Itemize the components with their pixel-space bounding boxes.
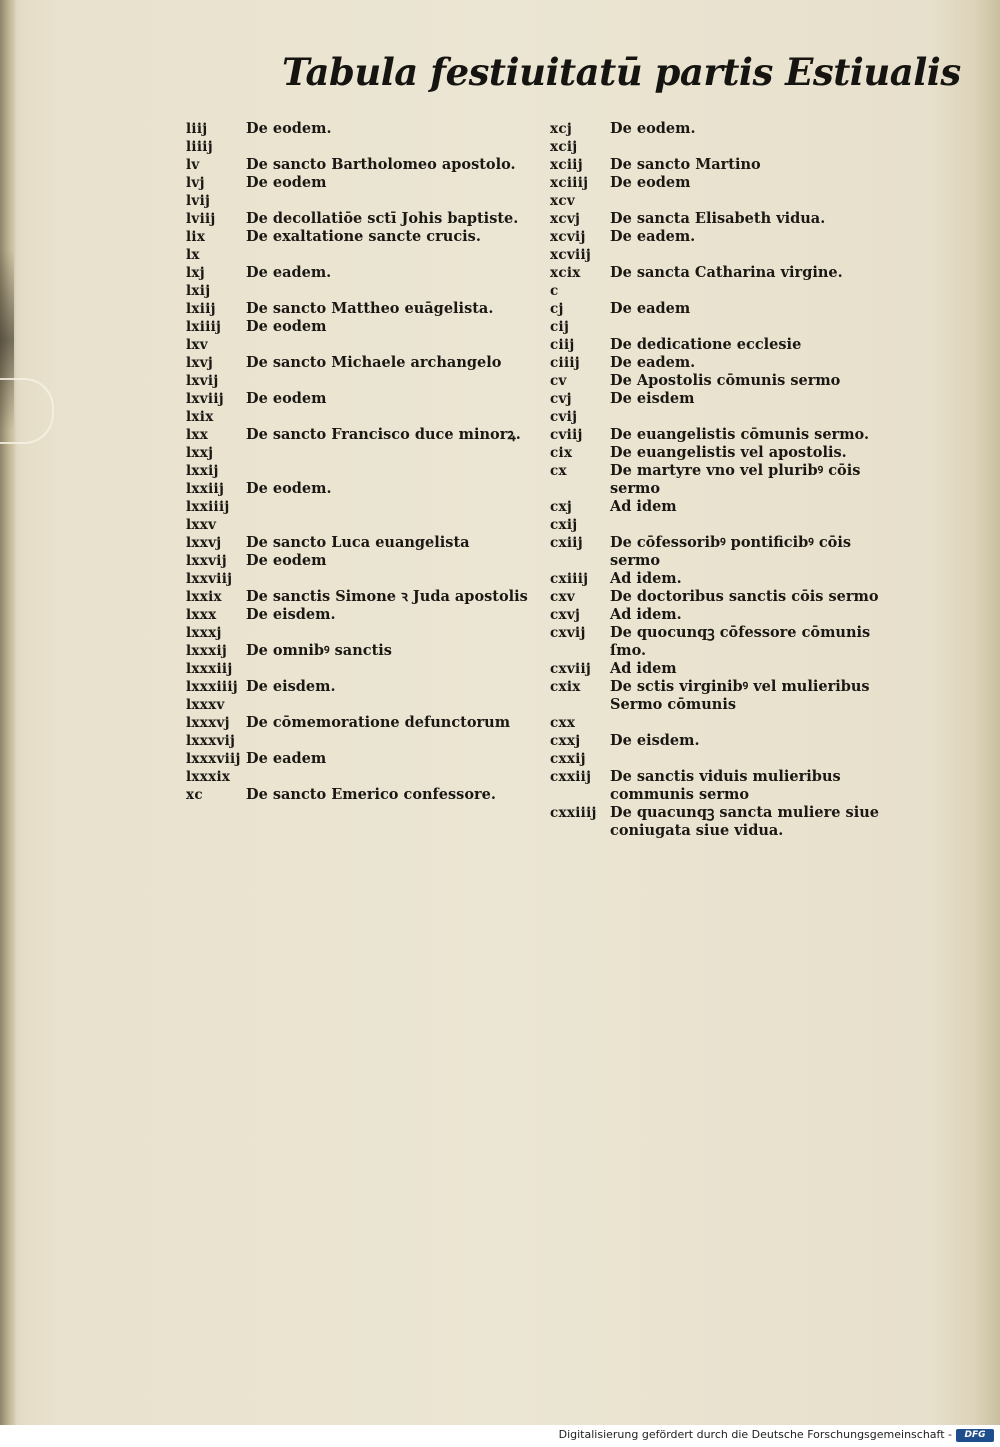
folio-number: lxxj [186,445,214,461]
folio-number: lxxviij [186,571,233,587]
feast-entry: De eodem [246,390,327,407]
folio-number: cxiij [550,535,583,551]
folio-number: xcix [550,265,581,281]
table-row [550,606,900,624]
folio-number: lxxv [186,517,217,533]
folio-number: lxxvij [186,553,227,569]
feast-entry: De omnibꝰ sanctis [246,642,392,659]
table-row [186,696,536,714]
folio-number: lxxxvj [186,715,230,731]
folio-number: lxxxix [186,769,231,785]
folio-number: lv [186,157,200,173]
folio-number: lvj [186,175,205,191]
dfg-logo-icon: DFG [956,1429,994,1442]
folio-number: lxiij [186,301,216,317]
folio-number: lxxxiiij [186,679,238,695]
folio-number: cviij [550,427,583,443]
table-row [186,426,536,444]
table-row [186,516,536,534]
table-row [550,210,900,228]
folio-number: xcij [550,139,578,155]
folio-number: xciiij [550,175,589,191]
feast-entry: De eodem. [610,120,696,137]
feast-entry: De eisdem. [610,732,700,749]
page-title: Tabula festiuitatū partis Estiualis [282,50,961,94]
table-row [186,174,536,192]
folio-number: cv [550,373,567,389]
feast-entry: De sancto Mattheo euāgelista. [246,300,494,317]
feast-entry: De exaltatione sancte crucis. [246,228,481,245]
folio-number: xcvij [550,229,586,245]
table-row [550,264,900,282]
feast-entry: De sancto Luca euangelista [246,534,470,551]
folio-number: cxxiiij [550,805,597,821]
folio-number: lxxxj [186,625,222,641]
table-row [550,570,900,588]
folio-number: lxxij [186,463,219,479]
feast-entry: De euangelistis cōmunis sermo. [610,426,869,443]
feast-entry: De eodem [246,318,327,335]
folio-number: lvij [186,193,211,209]
table-row [186,768,536,786]
table-row [550,462,900,498]
table-row [550,246,900,264]
folio-number: lxx [186,427,209,443]
feast-entry: De eisdem. [246,678,336,695]
folio-number: cxij [550,517,578,533]
folio-number: lxxvj [186,535,222,551]
table-row [550,354,900,372]
table-row [550,498,900,516]
feast-entry: De sancto Francisco duce minorꝝ. [246,426,521,443]
folio-number: lxxxiij [186,661,233,677]
feast-entry: Ad idem [610,660,677,677]
table-row [186,660,536,678]
binding-edge [0,0,16,1425]
folio-number: cxiiij [550,571,589,587]
folio-number: cxxj [550,733,581,749]
table-row [186,156,536,174]
table-row [550,534,900,570]
feast-entry: De eodem [610,174,691,191]
table-row [186,606,536,624]
folio-number: lxiiij [186,319,222,335]
table-row [550,516,900,534]
folio-number: lxxxv [186,697,225,713]
folio-number: lxxxij [186,643,228,659]
feast-entry: De eadem. [610,354,696,371]
table-row [550,660,900,678]
clip-mark [0,378,54,444]
table-row [550,714,900,732]
feast-entry: De sancto Michaele archangelo [246,354,502,371]
table-row [550,282,900,300]
folio-number: c [550,283,559,299]
feast-entry: De cōmemoratione defunctorum [246,714,511,731]
table-row [550,318,900,336]
feast-entry: De dedicatione ecclesie [610,336,802,353]
table-row [186,336,536,354]
table-row [550,768,900,804]
table-row [550,174,900,192]
table-row [186,390,536,408]
feast-entry: De sancta Elisabeth vidua. [610,210,826,227]
feast-entry: De sancta Catharina virgine. [610,264,843,281]
folio-number: lxxiij [186,481,225,497]
feast-entry: De quocunqꝫ cōfessore cōmunis ſmo. [610,624,871,659]
footer-bar [0,1425,1000,1447]
table-row [550,804,900,840]
table-row [550,624,900,660]
table-row [186,534,536,552]
feast-entry: De doctoribus sanctis cōis sermo [610,588,879,605]
folio-number: lxxx [186,607,217,623]
table-row [186,372,536,390]
feast-entry: De euangelistis vel apostolis. [610,444,847,461]
table-row [550,444,900,462]
folio-number: cx [550,463,567,479]
feast-entry: De sctis virginibꝰ vel mulieribus Sermo cōmunis [610,678,870,713]
feast-entry: De sancto Emerico confessore. [246,786,496,803]
table-row [186,498,536,516]
folio-number: lxv [186,337,208,353]
table-row [186,354,536,372]
table-row [186,300,536,318]
table-row [186,408,536,426]
table-row [186,246,536,264]
folio-number: lxxxviij [186,751,241,767]
table-row [550,732,900,750]
table-row [186,588,536,606]
folio-number: lxxiiij [186,499,230,515]
table-row [186,786,536,804]
table-row [186,642,536,660]
feast-entry: De eodem. [246,480,332,497]
feast-entry: De eodem [246,552,327,569]
table-row [550,750,900,768]
footer-credit: Digitalisierung gefördert durch die Deutsche Forschungsgemeinschaft - [558,1428,952,1441]
table-row [550,408,900,426]
folio-number: cxx [550,715,576,731]
table-row [550,192,900,210]
folio-number: cij [550,319,570,335]
left-column [186,120,536,804]
table-row [550,156,900,174]
table-row [550,300,900,318]
feast-entry: De sancto Martino [610,156,761,173]
table-row [186,282,536,300]
folio-number: cxviij [550,661,592,677]
folio-number: cxix [550,679,581,695]
feast-entry: De eadem. [610,228,696,245]
feast-entry: De eadem [246,750,327,767]
folio-number: lxxix [186,589,222,605]
folio-number: xc [186,787,203,803]
table-row [550,372,900,390]
table-row [186,750,536,768]
table-row [186,192,536,210]
table-row [186,228,536,246]
table-row [186,210,536,228]
folio-number: xcj [550,121,573,137]
feast-entry: Ad idem. [610,570,682,587]
table-row [550,390,900,408]
table-row [550,228,900,246]
feast-entry: De sanctis viduis mulieribus communis sermo [610,768,841,803]
feast-entry: De martyre vno vel pluribꝰ cōis sermo [610,462,861,497]
feast-entry: De quacunqꝫ sancta muliere siue coniugata siue vidua. [610,804,879,839]
table-row [550,120,900,138]
right-column [550,120,900,840]
folio-number: cxvj [550,607,581,623]
table-row [186,138,536,156]
table-row [186,570,536,588]
table-row [186,444,536,462]
feast-entry: De eodem [246,174,327,191]
feast-entry: Ad idem. [610,606,682,623]
folio-number: lxix [186,409,214,425]
table-row [550,588,900,606]
table-row [186,120,536,138]
table-row [186,732,536,750]
folio-number: ciiij [550,355,580,371]
feast-entry: De sanctis Simone ꝛ Juda apostolis [246,588,528,605]
folio-number: lxviij [186,391,224,407]
table-row [550,336,900,354]
feast-entry: Ad idem [610,498,677,515]
feast-entry: De eadem [610,300,691,317]
feast-entry: De decollatiōe sctī Johis baptiste. [246,210,519,227]
folio-number: cxv [550,589,576,605]
folio-number: lxj [186,265,205,281]
folio-number: lxvij [186,373,219,389]
table-row [186,624,536,642]
folio-number: liiij [186,139,213,155]
table-row [186,462,536,480]
folio-number: lxvj [186,355,214,371]
folio-number: cvij [550,409,578,425]
folio-number: cxxij [550,751,586,767]
table-row [186,552,536,570]
table-row [186,318,536,336]
feast-entry: De sancto Bartholomeo apostolo. [246,156,516,173]
feast-entry: De cōfessoribꝰ pontificibꝰ cōis sermo [610,534,852,569]
table-row [550,678,900,714]
feast-entry: De Apostolis cōmunis sermo [610,372,841,389]
folio-number: lix [186,229,206,245]
folio-number: cxxiij [550,769,592,785]
folio-number: xcv [550,193,576,209]
folio-number: lxij [186,283,211,299]
table-row [186,480,536,498]
folio-number: cj [550,301,564,317]
folio-number: lxxxvij [186,733,236,749]
folio-number: ciij [550,337,575,353]
table-row [550,138,900,156]
feast-entry: De eadem. [246,264,332,281]
folio-number: cvj [550,391,572,407]
folio-number: cxj [550,499,573,515]
folio-number: xcviij [550,247,592,263]
folio-number: xcvj [550,211,581,227]
table-row [186,264,536,282]
folio-number: lviij [186,211,216,227]
folio-number: lx [186,247,200,263]
table-row [186,678,536,696]
folio-number: xciij [550,157,583,173]
feast-entry: De eodem. [246,120,332,137]
folio-number: cxvij [550,625,586,641]
table-row [186,714,536,732]
folio-number: liij [186,121,208,137]
feast-entry: De eisdem. [246,606,336,623]
folio-number: cix [550,445,573,461]
feast-entry: De eisdem [610,390,695,407]
table-row [550,426,900,444]
